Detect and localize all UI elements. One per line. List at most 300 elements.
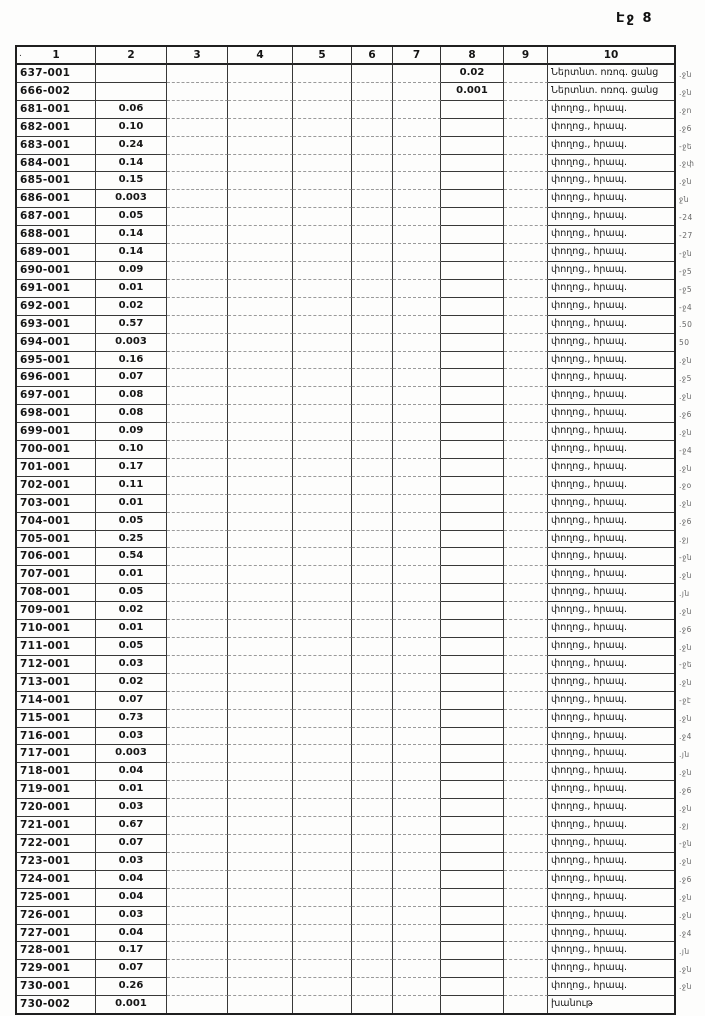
empty-cell <box>228 369 293 387</box>
empty-cell <box>504 817 548 835</box>
parcel-id-cell: 706-001 <box>17 548 96 566</box>
edge-mark: .ջօ <box>679 481 692 491</box>
column-header: 9 <box>504 47 548 65</box>
empty-cell <box>228 674 293 692</box>
empty-cell <box>504 244 548 262</box>
empty-cell <box>228 531 293 549</box>
table-row <box>17 781 674 799</box>
edge-mark: .ջ6 <box>679 517 692 527</box>
area-cell: 0.05 <box>96 638 167 656</box>
empty-cell <box>352 190 393 208</box>
parcel-id-cell: 724-001 <box>17 871 96 889</box>
empty-cell <box>167 172 228 190</box>
empty-cell <box>393 137 441 155</box>
empty-cell <box>352 137 393 155</box>
parcel-id-cell: 712-001 <box>17 656 96 674</box>
empty-cell <box>228 208 293 226</box>
empty-cell <box>393 799 441 817</box>
empty-cell <box>504 155 548 173</box>
value-cell <box>441 405 504 423</box>
empty-cell <box>293 513 352 531</box>
edge-mark: -27 <box>679 231 693 241</box>
empty-cell <box>167 280 228 298</box>
table-row <box>17 226 674 244</box>
empty-cell <box>167 459 228 477</box>
value-cell <box>441 298 504 316</box>
empty-cell <box>293 190 352 208</box>
area-cell: 0.17 <box>96 459 167 477</box>
empty-cell <box>228 835 293 853</box>
table-row <box>17 745 674 763</box>
empty-cell <box>504 799 548 817</box>
table-row <box>17 155 674 173</box>
empty-cell <box>228 495 293 513</box>
empty-cell <box>352 387 393 405</box>
land-use-cell: փողոց., հրապ. <box>548 495 674 513</box>
land-use-cell: փողոց., հրապ. <box>548 692 674 710</box>
empty-cell <box>352 781 393 799</box>
empty-cell <box>352 155 393 173</box>
empty-cell <box>293 978 352 996</box>
empty-cell <box>167 137 228 155</box>
parcel-id-cell: 690-001 <box>17 262 96 280</box>
empty-cell <box>504 674 548 692</box>
area-cell <box>96 83 167 101</box>
value-cell <box>441 799 504 817</box>
empty-cell <box>167 513 228 531</box>
empty-cell <box>293 137 352 155</box>
land-use-cell: փողոց., հրապ. <box>548 907 674 925</box>
empty-cell <box>167 226 228 244</box>
empty-cell <box>504 781 548 799</box>
land-use-cell: փողոց., հրապ. <box>548 942 674 960</box>
empty-cell <box>167 620 228 638</box>
land-use-cell: փողոց., հրապ. <box>548 334 674 352</box>
table-row <box>17 692 674 710</box>
empty-cell <box>293 692 352 710</box>
table-row <box>17 907 674 925</box>
edge-mark: .ջն <box>679 427 692 437</box>
empty-cell <box>167 244 228 262</box>
empty-cell <box>167 190 228 208</box>
empty-cell <box>504 638 548 656</box>
empty-cell <box>352 978 393 996</box>
parcel-id-cell: 710-001 <box>17 620 96 638</box>
empty-cell <box>352 119 393 137</box>
empty-cell <box>228 925 293 943</box>
edge-marks <box>679 66 704 1014</box>
value-cell <box>441 369 504 387</box>
empty-cell <box>352 566 393 584</box>
empty-cell <box>293 728 352 746</box>
table-row <box>17 835 674 853</box>
empty-cell <box>504 334 548 352</box>
empty-cell <box>504 459 548 477</box>
empty-cell <box>393 638 441 656</box>
empty-cell <box>393 996 441 1013</box>
value-cell <box>441 459 504 477</box>
empty-cell <box>293 316 352 334</box>
edge-mark: .ջն <box>679 463 692 473</box>
empty-cell <box>504 298 548 316</box>
empty-cell <box>504 137 548 155</box>
empty-cell <box>167 745 228 763</box>
empty-cell <box>228 423 293 441</box>
empty-cell <box>167 531 228 549</box>
edge-mark: .յն <box>679 749 690 759</box>
empty-cell <box>504 405 548 423</box>
empty-cell <box>352 745 393 763</box>
edge-mark: .ջն <box>679 803 692 813</box>
empty-cell <box>393 781 441 799</box>
parcel-id-cell: 725-001 <box>17 889 96 907</box>
empty-cell <box>293 298 352 316</box>
area-cell: 0.09 <box>96 262 167 280</box>
table-row <box>17 513 674 531</box>
table-row <box>17 620 674 638</box>
empty-cell <box>228 620 293 638</box>
empty-cell <box>228 352 293 370</box>
empty-cell <box>393 155 441 173</box>
table-row <box>17 423 674 441</box>
empty-cell <box>393 584 441 602</box>
empty-cell <box>393 942 441 960</box>
edge-mark: .ջն <box>679 392 692 402</box>
area-cell: 0.02 <box>96 674 167 692</box>
land-use-cell: փողոց., հրապ. <box>548 280 674 298</box>
parcel-id-cell: 709-001 <box>17 602 96 620</box>
area-cell: 0.16 <box>96 352 167 370</box>
parcel-id-cell: 718-001 <box>17 763 96 781</box>
empty-cell <box>167 584 228 602</box>
parcel-id-cell: 720-001 <box>17 799 96 817</box>
empty-cell <box>352 889 393 907</box>
area-cell: 0.02 <box>96 298 167 316</box>
empty-cell <box>167 369 228 387</box>
table-row <box>17 280 674 298</box>
edge-mark: .ջյ <box>679 821 690 831</box>
table-row <box>17 656 674 674</box>
land-use-cell: փողոց., հրապ. <box>548 889 674 907</box>
parcel-id-cell: 717-001 <box>17 745 96 763</box>
empty-cell <box>167 423 228 441</box>
empty-cell <box>352 208 393 226</box>
value-cell <box>441 172 504 190</box>
area-cell: 0.57 <box>96 316 167 334</box>
value-cell <box>441 441 504 459</box>
area-cell: 0.03 <box>96 853 167 871</box>
parcel-id-cell: 702-001 <box>17 477 96 495</box>
empty-cell <box>352 495 393 513</box>
edge-mark: .ջ5 <box>679 374 692 384</box>
table-row <box>17 925 674 943</box>
empty-cell <box>167 334 228 352</box>
parcel-id-cell: 703-001 <box>17 495 96 513</box>
table-row <box>17 459 674 477</box>
empty-cell <box>504 65 548 83</box>
empty-cell <box>167 889 228 907</box>
land-use-cell: փողոց., հրապ. <box>548 853 674 871</box>
area-cell: 0.04 <box>96 871 167 889</box>
empty-cell <box>393 674 441 692</box>
empty-cell <box>228 65 293 83</box>
area-cell: 0.003 <box>96 745 167 763</box>
area-cell: 0.03 <box>96 907 167 925</box>
land-use-cell: փողոց., հրապ. <box>548 155 674 173</box>
table-row <box>17 65 674 83</box>
area-cell: 0.10 <box>96 119 167 137</box>
area-cell: 0.03 <box>96 799 167 817</box>
empty-cell <box>167 710 228 728</box>
land-use-cell: փողոց., հրապ. <box>548 566 674 584</box>
empty-cell <box>504 960 548 978</box>
parcel-id-cell: 730-001 <box>17 978 96 996</box>
empty-cell <box>393 548 441 566</box>
empty-cell <box>393 262 441 280</box>
parcel-id-cell: 681-001 <box>17 101 96 119</box>
land-use-cell: փողոց., հրապ. <box>548 925 674 943</box>
edge-mark: .ջո <box>679 105 692 115</box>
empty-cell <box>352 620 393 638</box>
area-cell: 0.05 <box>96 513 167 531</box>
edge-mark: -ջե <box>679 141 693 151</box>
land-use-cell: փողոց., հրապ. <box>548 172 674 190</box>
empty-cell <box>504 119 548 137</box>
area-cell: 0.14 <box>96 244 167 262</box>
empty-cell <box>393 387 441 405</box>
edge-mark: ջն <box>679 195 689 205</box>
empty-cell <box>352 369 393 387</box>
empty-cell <box>352 853 393 871</box>
empty-cell <box>228 710 293 728</box>
area-cell: 0.08 <box>96 387 167 405</box>
empty-cell <box>504 710 548 728</box>
empty-cell <box>504 226 548 244</box>
value-cell <box>441 352 504 370</box>
area-cell: 0.08 <box>96 405 167 423</box>
parcel-id-cell: 697-001 <box>17 387 96 405</box>
edge-mark: -ջէ <box>679 696 692 706</box>
land-use-cell: փողոց., հրապ. <box>548 978 674 996</box>
parcel-id-cell: 686-001 <box>17 190 96 208</box>
edge-mark: .ջ6 <box>679 785 692 795</box>
empty-cell <box>167 960 228 978</box>
empty-cell <box>167 101 228 119</box>
parcel-id-cell: 723-001 <box>17 853 96 871</box>
table-row <box>17 566 674 584</box>
edge-mark: -ջն <box>679 553 693 563</box>
area-cell: 0.26 <box>96 978 167 996</box>
table-row <box>17 137 674 155</box>
empty-cell <box>352 799 393 817</box>
land-use-cell: փողոց., հրապ. <box>548 208 674 226</box>
area-cell: 0.25 <box>96 531 167 549</box>
parcel-id-cell: 722-001 <box>17 835 96 853</box>
empty-cell <box>504 602 548 620</box>
empty-cell <box>393 602 441 620</box>
empty-cell <box>293 584 352 602</box>
empty-cell <box>167 119 228 137</box>
empty-cell <box>228 298 293 316</box>
empty-cell <box>352 996 393 1013</box>
empty-cell <box>293 387 352 405</box>
edge-mark: .ջն <box>679 678 692 688</box>
empty-cell <box>167 83 228 101</box>
empty-cell <box>352 405 393 423</box>
value-cell <box>441 853 504 871</box>
land-use-cell: փողոց., հրապ. <box>548 190 674 208</box>
table-row <box>17 316 674 334</box>
empty-cell <box>293 423 352 441</box>
empty-cell <box>393 334 441 352</box>
parcel-id-cell: 729-001 <box>17 960 96 978</box>
value-cell <box>441 226 504 244</box>
empty-cell <box>228 262 293 280</box>
value-cell <box>441 728 504 746</box>
land-use-cell: Ներտնտ. ոռոգ. ցանց <box>548 65 674 83</box>
value-cell <box>441 835 504 853</box>
empty-cell <box>293 369 352 387</box>
edge-mark: .ջն <box>679 857 692 867</box>
empty-cell <box>504 566 548 584</box>
table-row <box>17 602 674 620</box>
empty-cell <box>352 763 393 781</box>
table-row <box>17 387 674 405</box>
empty-cell <box>504 352 548 370</box>
land-use-cell: փողոց., հրապ. <box>548 352 674 370</box>
empty-cell <box>504 763 548 781</box>
parcel-id-cell: 699-001 <box>17 423 96 441</box>
empty-cell <box>167 996 228 1013</box>
empty-cell <box>293 101 352 119</box>
empty-cell <box>352 942 393 960</box>
empty-cell <box>352 280 393 298</box>
empty-cell <box>293 477 352 495</box>
empty-cell <box>228 602 293 620</box>
value-cell: 0.02 <box>441 65 504 83</box>
empty-cell <box>293 208 352 226</box>
empty-cell <box>504 441 548 459</box>
empty-cell <box>228 477 293 495</box>
edge-mark: .ջն <box>679 982 692 992</box>
empty-cell <box>228 119 293 137</box>
area-cell: 0.04 <box>96 763 167 781</box>
area-cell: 0.06 <box>96 101 167 119</box>
empty-cell <box>393 745 441 763</box>
empty-cell <box>167 548 228 566</box>
empty-cell <box>228 745 293 763</box>
empty-cell <box>504 83 548 101</box>
empty-cell <box>228 960 293 978</box>
empty-cell <box>228 548 293 566</box>
empty-cell <box>228 728 293 746</box>
land-use-cell: փողոց., հրապ. <box>548 781 674 799</box>
value-cell <box>441 745 504 763</box>
column-header: 5 <box>293 47 352 65</box>
table-row <box>17 190 674 208</box>
area-cell: 0.01 <box>96 620 167 638</box>
empty-cell <box>504 942 548 960</box>
empty-cell <box>228 459 293 477</box>
edge-mark: .ջ6 <box>679 624 692 634</box>
land-use-cell: փողոց., հրապ. <box>548 710 674 728</box>
empty-cell <box>352 531 393 549</box>
edge-mark: .յն <box>679 946 690 956</box>
empty-cell <box>504 871 548 889</box>
empty-cell <box>352 83 393 101</box>
column-header: 8 <box>441 47 504 65</box>
area-cell: 0.04 <box>96 925 167 943</box>
edge-mark: .ջն <box>679 177 692 187</box>
empty-cell <box>228 907 293 925</box>
edge-mark: -ջե <box>679 660 693 670</box>
empty-cell <box>293 907 352 925</box>
value-cell <box>441 531 504 549</box>
table-row <box>17 477 674 495</box>
table-row <box>17 584 674 602</box>
empty-cell <box>393 925 441 943</box>
parcel-id-cell: 719-001 <box>17 781 96 799</box>
area-cell: 0.003 <box>96 190 167 208</box>
area-cell: 0.003 <box>96 334 167 352</box>
edge-mark: .ջ4 <box>679 731 692 741</box>
empty-cell <box>293 548 352 566</box>
parcel-id-cell: 683-001 <box>17 137 96 155</box>
area-cell: 0.14 <box>96 226 167 244</box>
edge-mark: -24 <box>679 213 693 223</box>
empty-cell <box>293 531 352 549</box>
parcel-id-cell: 687-001 <box>17 208 96 226</box>
empty-cell <box>293 656 352 674</box>
empty-cell <box>228 889 293 907</box>
empty-cell <box>293 262 352 280</box>
area-cell: 0.11 <box>96 477 167 495</box>
empty-cell <box>504 889 548 907</box>
empty-cell <box>393 656 441 674</box>
empty-cell <box>167 978 228 996</box>
land-use-cell: փողոց., հրապ. <box>548 871 674 889</box>
table-row <box>17 638 674 656</box>
empty-cell <box>352 925 393 943</box>
land-use-cell: փողոց., հրապ. <box>548 101 674 119</box>
empty-cell <box>228 316 293 334</box>
edge-mark <box>679 996 704 1014</box>
parcel-id-cell: 714-001 <box>17 692 96 710</box>
value-cell <box>441 513 504 531</box>
empty-cell <box>393 907 441 925</box>
empty-cell <box>504 745 548 763</box>
empty-cell <box>167 853 228 871</box>
parcel-id-cell: 711-001 <box>17 638 96 656</box>
empty-cell <box>293 405 352 423</box>
empty-cell <box>228 996 293 1013</box>
table-row <box>17 871 674 889</box>
edge-mark: .ջն <box>679 606 692 616</box>
edge-mark: .յն <box>679 588 690 598</box>
value-cell <box>441 566 504 584</box>
table-row <box>17 763 674 781</box>
empty-cell <box>228 405 293 423</box>
empty-cell <box>167 405 228 423</box>
land-use-cell: փողոց., հրապ. <box>548 745 674 763</box>
parcel-id-cell: 716-001 <box>17 728 96 746</box>
empty-cell <box>393 531 441 549</box>
table-row <box>17 83 674 101</box>
empty-cell <box>167 65 228 83</box>
empty-cell <box>393 83 441 101</box>
empty-cell <box>504 835 548 853</box>
value-cell <box>441 101 504 119</box>
